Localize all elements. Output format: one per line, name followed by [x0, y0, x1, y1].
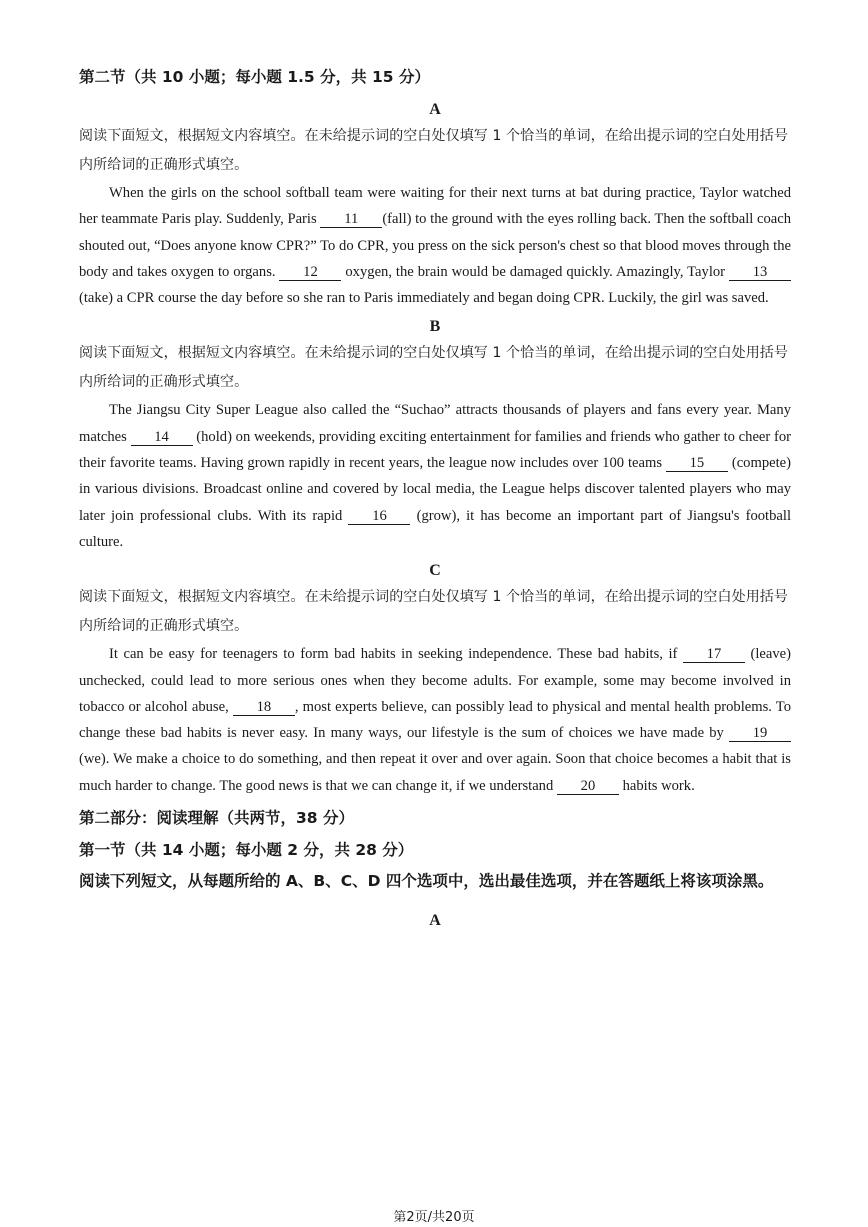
passage-text-segment: , most experts believe, can possibly lead to physical and mental health problems. To change these bad habits is never easy. In many ways, our lifestyle is the sum of choices we have made by [79, 698, 791, 742]
exam-page [79, 64, 791, 933]
passage-text-segment: (compete) in various divisions. Broadcast online and covered by local media, the League helps discover talented players who may later join professional clubs. With its rapid [79, 455, 791, 524]
passage-letter-a: A [429, 101, 441, 118]
passage-b-text [79, 397, 791, 555]
passage-text-segment: (grow), it has become an important part of Jiangsu's football culture. [79, 507, 791, 550]
blank-17[interactable]: 17 [683, 646, 745, 663]
page-footer: 第2页/共20页 [393, 1210, 475, 1225]
passage-text-segment: oxygen, the brain would be damaged quickly. Amazingly, Taylor [341, 263, 729, 280]
passage-text-segment: When the girls on the school softball team were waiting for their next turns at bat during practice, Taylor watched her teammate Paris play. Suddenly, Paris [79, 185, 791, 228]
passage-a-text [79, 180, 791, 311]
passage-text-segment: It can be easy for teenagers to form bad habits in seeking independence. These bad habits, if [109, 646, 683, 663]
blank-19[interactable]: 19 [729, 725, 791, 742]
passage-text-segment: habits work. [618, 777, 695, 794]
instruction-c: 阅读下面短文，根据短文内容填空。在未给提示词的空白处仅填写 1 个恰当的单词，在给出提示词的空白处用括号内所给词的正确形式填空。 [79, 589, 789, 635]
passage-text-segment: The Jiangsu City Super League also called the “Suchao” attracts thousands of players and fans every year. Many matches [79, 402, 791, 445]
blank-11[interactable]: 11 [320, 211, 382, 228]
passage-text-segment: (leave) unchecked, could lead to more serious ones when they become adults. For example, some may become involved in tobacco or alcohol abuse, [79, 646, 791, 715]
passage-text-segment: (we). We make a choice to do something, and then repeat it over and over again. Soon that choice becomes a habit that is much harder to change. The good news is that we can change it, if we understand [79, 751, 791, 794]
passage-text-segment: (hold) on weekends, providing exciting entertainment for families and friends who gather to cheer for their favorite teams. Having grown rapidly in recent years, the league now includes over 100 teams [79, 428, 791, 472]
blank-15[interactable]: 15 [666, 455, 728, 472]
blank-18[interactable]: 18 [233, 699, 295, 716]
part2-passage-letter-a: A [429, 912, 441, 930]
passage-text-segment: (take) a CPR course the day before so she ran to Paris immediately and began doing CPR. Luckily, the girl was saved. [79, 290, 769, 307]
section-heading: 第二节（共 10 小题；每小题 1.5 分，共 15 分） [79, 68, 430, 86]
blank-16[interactable]: 16 [348, 508, 410, 525]
passage-c-text [79, 641, 791, 799]
passage-text-segment: (fall) to the ground with the eyes rolling back. Then the softball coach shouted out, “Does anyone know CPR?” To do CPR, you press on the sick person's chest so that blood moves through the body and takes oxygen to organs. [79, 211, 792, 280]
part2-instruction: 阅读下列短文，从每题所给的 A、B、C、D 四个选项中，选出最佳选项，并在答题纸上将该项涂黑。 [79, 872, 774, 891]
instruction-a: 阅读下面短文，根据短文内容填空。在未给提示词的空白处仅填写 1 个恰当的单词，在给出提示词的空白处用括号内所给词的正确形式填空。 [79, 128, 789, 173]
blank-13[interactable]: 13 [729, 264, 791, 281]
passage-letter-b: B [429, 318, 441, 336]
blank-14[interactable]: 14 [131, 429, 193, 446]
passage-letter-c: C [429, 562, 441, 580]
blank-20[interactable]: 20 [557, 778, 619, 795]
instruction-b: 阅读下面短文，根据短文内容填空。在未给提示词的空白处仅填写 1 个恰当的单词，在给出提示词的空白处用括号内所给词的正确形式填空。 [79, 345, 789, 391]
part2-subheading: 第一节（共 14 小题；每小题 2 分，共 28 分） [79, 841, 414, 860]
blank-12[interactable]: 12 [279, 264, 341, 281]
part2-heading: 第二部分：阅读理解（共两节，38 分） [79, 809, 354, 828]
